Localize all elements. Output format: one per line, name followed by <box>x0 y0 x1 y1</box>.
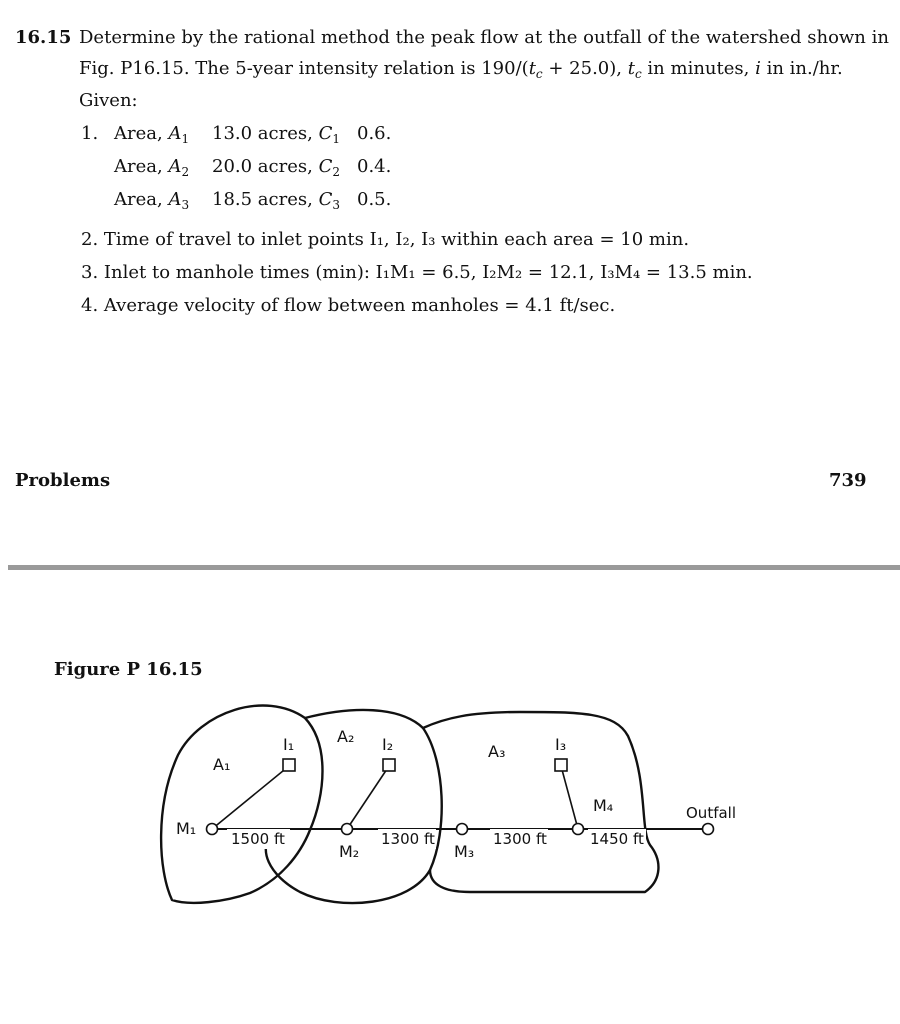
coef-symbol: C <box>318 156 333 177</box>
segment-m1-m2: 1500 ft <box>231 830 285 848</box>
problem-line-1: Determine by the rational method the peak flow at the outfall of the watershed shown in <box>79 27 889 48</box>
inlet-2-pipe <box>347 766 389 829</box>
line2-suffix: in in./hr. <box>760 58 843 79</box>
label-m1: M₁ <box>176 819 197 838</box>
outfall-circle <box>703 824 714 835</box>
area-symbol: A <box>168 156 182 177</box>
area-label: Area, <box>114 123 169 144</box>
line2-prefix: Fig. P16.15. The 5-year intensity relation is 190/( <box>79 58 529 79</box>
label-m3: M₃ <box>454 842 475 861</box>
coef-symbol: C <box>318 189 333 210</box>
label-i1: I₁ <box>283 735 295 754</box>
section-title: Problems <box>15 470 111 491</box>
area-subscript: 1 <box>181 132 190 146</box>
inlet-1-pipe <box>212 766 289 829</box>
coef-value-3: 0.5. <box>357 189 392 210</box>
line2-mid2: in minutes, <box>641 58 756 79</box>
area-a3-boundary <box>423 712 658 892</box>
item-1-number: 1. <box>81 123 99 144</box>
area-acres: 20.0 acres, <box>212 156 319 177</box>
given-label: Given: <box>79 90 138 111</box>
inlet-2-square <box>383 759 395 771</box>
figure-caption: Figure P 16.15 <box>54 659 203 680</box>
label-m4: M₄ <box>593 796 614 815</box>
segment-m2-m3: 1300 ft <box>381 830 435 848</box>
label-i2: I₂ <box>382 735 394 754</box>
item-4: 4. Average velocity of flow between manholes = 4.1 ft/sec. <box>81 295 616 316</box>
coef-subscript: 3 <box>332 198 340 212</box>
page-number: 739 <box>829 470 867 491</box>
manhole-m2 <box>342 824 353 835</box>
coef-symbol: C <box>318 123 333 144</box>
segment-m3-m4: 1300 ft <box>493 830 547 848</box>
label-a3: A₃ <box>488 742 506 761</box>
manhole-m4 <box>573 824 584 835</box>
coef-value-1: 0.6. <box>357 123 392 144</box>
label-a2: A₂ <box>337 727 355 746</box>
manhole-m3 <box>457 824 468 835</box>
segment-m4-outfall: 1450 ft <box>590 830 644 848</box>
item-3: 3. Inlet to manhole times (min): I₁M₁ = 6.5, I₂M₂ = 12.1, I₃M₄ = 13.5 min. <box>81 262 753 283</box>
area-label: Area, <box>114 156 169 177</box>
coef-subscript: 1 <box>332 132 340 146</box>
i-symbol: i <box>755 58 761 79</box>
area-symbol: A <box>168 189 182 210</box>
label-outfall: Outfall <box>686 804 737 822</box>
tc-subscript: c <box>535 67 543 81</box>
label-m2: M₂ <box>339 842 360 861</box>
inlet-1-square <box>283 759 295 771</box>
manhole-m1 <box>207 824 218 835</box>
area-subscript: 2 <box>181 165 190 179</box>
area-symbol: A <box>168 123 182 144</box>
item-2: 2. Time of travel to inlet points I₁, I₂, I₃ within each area = 10 min. <box>81 229 690 250</box>
area-acres: 18.5 acres, <box>212 189 319 210</box>
inlet-3-square <box>555 759 567 771</box>
area-acres: 13.0 acres, <box>212 123 319 144</box>
label-a1: A₁ <box>213 755 231 774</box>
tc-symbol-2: t <box>627 58 635 79</box>
coef-value-2: 0.4. <box>357 156 392 177</box>
tc-symbol: t <box>528 58 536 79</box>
inlet-3-pipe <box>561 766 578 829</box>
label-i3: I₃ <box>555 735 567 754</box>
area-subscript: 3 <box>181 198 190 212</box>
line2-mid: + 25.0), <box>542 58 628 79</box>
coef-subscript: 2 <box>332 165 340 179</box>
area-label: Area, <box>114 189 169 210</box>
tc-subscript-2: c <box>634 67 642 81</box>
problem-number: 16.15 <box>15 27 72 48</box>
